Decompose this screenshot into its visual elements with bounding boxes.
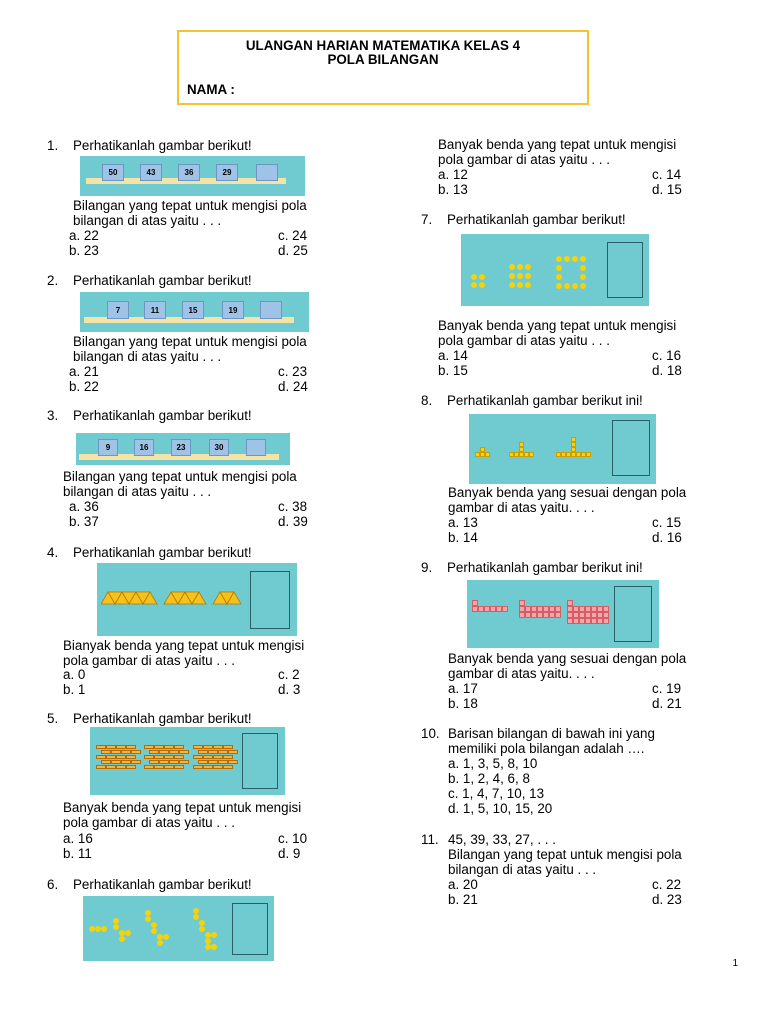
q3-option-c[interactable]: c. 38: [278, 499, 308, 514]
q9-option-c[interactable]: c. 19: [652, 681, 682, 696]
q5-option-a[interactable]: a. 16: [63, 831, 93, 846]
dot: [572, 283, 578, 289]
brick: [213, 745, 223, 749]
dot: [525, 264, 531, 270]
brick: [116, 755, 126, 759]
dot: [151, 928, 157, 934]
dot: [471, 274, 477, 280]
q3-cube: 16: [134, 439, 154, 456]
q1-cube: 36: [178, 164, 200, 181]
dot: [125, 930, 131, 936]
brick: [111, 750, 121, 754]
q2-cube: 15: [182, 301, 204, 319]
q6-figure: [83, 896, 274, 961]
brick: [96, 765, 106, 769]
q8-option-b[interactable]: b. 14: [448, 530, 478, 545]
dot: [556, 265, 562, 271]
dot: [479, 282, 485, 288]
q2-figure: [80, 292, 309, 332]
q4-number: 4.: [47, 545, 59, 560]
brick: [121, 760, 131, 764]
brick: [193, 745, 203, 749]
q4-text: pola gambar di atas yaitu . . .: [63, 653, 235, 668]
brick: [96, 755, 106, 759]
q2-prompt: Perhatikanlah gambar berikut!: [73, 273, 252, 288]
dot: [517, 273, 523, 279]
brick: [208, 750, 218, 754]
q2-option-d[interactable]: d. 24: [278, 379, 308, 394]
dot: [564, 256, 570, 262]
dot: [101, 926, 107, 932]
triangle-pattern: [101, 590, 251, 610]
brick: [169, 750, 179, 754]
brick: [174, 765, 184, 769]
q3-option-d[interactable]: d. 39: [278, 514, 308, 529]
brick: [174, 745, 184, 749]
q2-cube: 7: [107, 301, 129, 319]
brick: [126, 755, 136, 759]
q7-figure: [461, 234, 649, 306]
q5-text: pola gambar di atas yaitu . . .: [63, 815, 235, 830]
brick: [164, 755, 174, 759]
brick: [213, 765, 223, 769]
q1-text: Bilangan yang tepat untuk mengisi pola: [73, 198, 307, 213]
q8-prompt: Perhatikanlah gambar berikut ini!: [447, 393, 643, 408]
dot: [163, 934, 169, 940]
dot: [509, 282, 515, 288]
q9-option-b[interactable]: b. 18: [448, 696, 478, 711]
brick: [106, 765, 116, 769]
q3-figure: [76, 433, 290, 465]
brick: [131, 760, 141, 764]
q11-number: 11.: [421, 832, 439, 847]
q9-answer-box: [614, 586, 652, 642]
dot: [211, 944, 217, 950]
q3-empty-cube: [246, 439, 266, 456]
dot: [119, 936, 125, 942]
pink-square: [555, 612, 561, 618]
yellow-square: [480, 447, 485, 452]
brick: [144, 745, 154, 749]
q1-prompt: Perhatikanlah gambar berikut!: [73, 138, 252, 153]
name-label: NAMA :: [187, 82, 235, 97]
q11-option-a[interactable]: a. 20: [448, 877, 478, 892]
brick: [203, 745, 213, 749]
q2-cube: 11: [144, 301, 166, 319]
brick: [126, 765, 136, 769]
brick: [193, 765, 203, 769]
q5-option-d[interactable]: d. 9: [278, 846, 301, 861]
q11-text: Bilangan yang tepat untuk mengisi pola: [448, 847, 682, 862]
q1-cube: 29: [216, 164, 238, 181]
q7-option-b[interactable]: b. 15: [438, 363, 468, 378]
brick: [223, 765, 233, 769]
q4-answer-box: [250, 571, 290, 629]
q3-prompt: Perhatikanlah gambar berikut!: [73, 408, 252, 423]
q2-cube: 19: [222, 301, 244, 319]
brick: [154, 755, 164, 759]
brick: [144, 765, 154, 769]
brick: [116, 765, 126, 769]
q9-option-d[interactable]: d. 21: [652, 696, 682, 711]
q1-text: bilangan di atas yaitu . . .: [73, 213, 222, 228]
q1-cube: 43: [140, 164, 162, 181]
pink-square: [603, 618, 609, 624]
q1-number: 1.: [47, 138, 59, 153]
brick: [193, 755, 203, 759]
q1-cube: 50: [102, 164, 124, 181]
brick: [106, 745, 116, 749]
q5-prompt: Perhatikanlah gambar berikut!: [73, 711, 252, 726]
q7-number: 7.: [421, 212, 433, 227]
q1-figure: [80, 156, 305, 196]
q3-cube: 9: [98, 439, 118, 456]
q2-text: Bilangan yang tepat untuk mengisi pola: [73, 334, 307, 349]
q6-prompt: Perhatikanlah gambar berikut!: [73, 877, 252, 892]
q3-number: 3.: [47, 408, 59, 423]
brick: [154, 745, 164, 749]
q7-option-a[interactable]: a. 14: [438, 348, 468, 363]
pink-square: [502, 606, 508, 612]
q7-prompt: Perhatikanlah gambar berikut!: [447, 212, 626, 227]
q6-option-d[interactable]: d. 15: [652, 182, 682, 197]
q11-sequence: 45, 39, 33, 27, . . .: [448, 832, 556, 847]
q5-text: Banyak benda yang tepat untuk mengisi: [63, 800, 302, 815]
dot: [580, 256, 586, 262]
brick: [213, 755, 223, 759]
q10-option-b[interactable]: b. 1, 2, 4, 6, 8: [448, 771, 530, 786]
dot: [471, 282, 477, 288]
q6-text: pola gambar di atas yaitu . . .: [438, 152, 610, 167]
q4-option-a[interactable]: a. 0: [63, 667, 86, 682]
page-number: 1: [732, 958, 738, 969]
q8-number: 8.: [421, 393, 433, 408]
dot: [525, 282, 531, 288]
brick: [111, 760, 121, 764]
q8-option-c[interactable]: c. 15: [652, 515, 682, 530]
brick: [203, 765, 213, 769]
q3-option-a[interactable]: a. 36: [69, 499, 99, 514]
dot: [157, 940, 163, 946]
q4-text: Bianyak benda yang tepat untuk mengisi: [63, 638, 305, 653]
q6-option-c[interactable]: c. 14: [652, 167, 682, 182]
q10-option-a[interactable]: a. 1, 3, 5, 8, 10: [448, 756, 538, 771]
dot: [556, 274, 562, 280]
q2-option-c[interactable]: c. 23: [278, 364, 308, 379]
q4-figure: [97, 563, 297, 636]
brick: [174, 755, 184, 759]
q6-option-a[interactable]: a. 12: [438, 167, 468, 182]
q1-option-c[interactable]: c. 24: [278, 228, 308, 243]
yellow-square: [586, 452, 591, 457]
q3-cube: 23: [171, 439, 191, 456]
yellow-square: [571, 442, 576, 447]
dot: [509, 264, 515, 270]
q8-answer-box: [612, 420, 650, 476]
brick: [223, 755, 233, 759]
brick: [159, 760, 169, 764]
q7-option-c[interactable]: c. 16: [652, 348, 682, 363]
q3-option-b[interactable]: b. 37: [69, 514, 99, 529]
dot: [145, 916, 151, 922]
yellow-square: [571, 447, 576, 452]
q7-answer-box: [607, 242, 643, 298]
q10-option-d[interactable]: d. 1, 5, 10, 15, 20: [448, 801, 553, 816]
brick: [159, 750, 169, 754]
brick: [228, 760, 238, 764]
q7-text: pola gambar di atas yaitu . . .: [438, 333, 610, 348]
q11-option-b[interactable]: b. 21: [448, 892, 478, 907]
q9-option-a[interactable]: a. 17: [448, 681, 478, 696]
dot: [556, 256, 562, 262]
q9-figure: [467, 580, 659, 648]
brick: [169, 760, 179, 764]
q9-number: 9.: [421, 560, 433, 575]
q6-text: Banyak benda yang tepat untuk mengisi: [438, 137, 677, 152]
q5-answer-box: [242, 733, 278, 789]
q7-text: Banyak benda yang tepat untuk mengisi: [438, 318, 677, 333]
brick: [179, 760, 189, 764]
brick: [198, 750, 208, 754]
header-box: [177, 30, 589, 105]
brick: [154, 765, 164, 769]
page-title: ULANGAN HARIAN MATEMATIKA KELAS 4: [245, 38, 521, 53]
q1-option-a[interactable]: a. 22: [69, 228, 99, 243]
brick: [218, 750, 228, 754]
dot: [199, 926, 205, 932]
yellow-square: [519, 442, 524, 447]
brick: [106, 755, 116, 759]
brick: [198, 760, 208, 764]
q7-option-d[interactable]: d. 18: [652, 363, 682, 378]
q8-text: gambar di atas yaitu. . . .: [448, 500, 595, 515]
q9-text: Banyak benda yang sesuai dengan pola: [448, 651, 687, 666]
yellow-square: [529, 452, 534, 457]
brick: [96, 745, 106, 749]
brick: [131, 750, 141, 754]
q2-text: bilangan di atas yaitu . . .: [73, 349, 222, 364]
q6-number: 6.: [47, 877, 59, 892]
dot: [525, 273, 531, 279]
dot: [517, 282, 523, 288]
q8-option-a[interactable]: a. 13: [448, 515, 478, 530]
dot: [580, 283, 586, 289]
q11-text: bilangan di atas yaitu . . .: [448, 862, 597, 877]
brick: [126, 745, 136, 749]
q6-option-b[interactable]: b. 13: [438, 182, 468, 197]
q10-option-c[interactable]: c. 1, 4, 7, 10, 13: [448, 786, 545, 801]
dot: [211, 932, 217, 938]
brick: [179, 750, 189, 754]
brick: [164, 745, 174, 749]
q1-empty-cube: [256, 164, 278, 181]
brick: [208, 760, 218, 764]
dot: [580, 265, 586, 271]
q11-option-d[interactable]: d. 23: [652, 892, 682, 907]
dot: [193, 914, 199, 920]
q8-option-d[interactable]: d. 16: [652, 530, 682, 545]
q3-text: Bilangan yang tepat untuk mengisi pola: [63, 469, 297, 484]
dot: [564, 283, 570, 289]
dot: [517, 264, 523, 270]
brick: [149, 760, 159, 764]
yellow-square: [571, 437, 576, 442]
brick: [101, 750, 111, 754]
dot: [580, 274, 586, 280]
q10-text: memiliki pola bilangan adalah ….: [448, 741, 645, 756]
q3-text: bilangan di atas yaitu . . .: [63, 484, 212, 499]
q4-option-d[interactable]: d. 3: [278, 682, 301, 697]
dot: [556, 283, 562, 289]
q3-cube: 30: [209, 439, 229, 456]
q2-option-a[interactable]: a. 21: [69, 364, 99, 379]
q2-option-b[interactable]: b. 22: [69, 379, 99, 394]
q1-option-b[interactable]: b. 23: [69, 243, 99, 258]
brick: [144, 755, 154, 759]
q9-prompt: Perhatikanlah gambar berikut ini!: [447, 560, 643, 575]
q5-figure: [90, 727, 285, 795]
brick: [116, 745, 126, 749]
q4-prompt: Perhatikanlah gambar berikut!: [73, 545, 252, 560]
dot: [113, 924, 119, 930]
brick: [223, 745, 233, 749]
brick: [101, 760, 111, 764]
brick: [164, 765, 174, 769]
brick: [149, 750, 159, 754]
q8-text: Banyak benda yang sesuai dengan pola: [448, 485, 687, 500]
q10-text: Barisan bilangan di bawah ini yang: [448, 726, 655, 741]
q1-option-d[interactable]: d. 25: [278, 243, 308, 258]
dot: [572, 256, 578, 262]
q6-answer-box: [232, 903, 268, 955]
q9-text: gambar di atas yaitu. . . .: [448, 666, 595, 681]
q5-number: 5.: [47, 711, 59, 726]
q2-empty-cube: [260, 301, 282, 319]
yellow-square: [519, 447, 524, 452]
brick: [121, 750, 131, 754]
q8-figure: [469, 414, 656, 484]
q2-number: 2.: [47, 273, 59, 288]
brick: [203, 755, 213, 759]
brick: [228, 750, 238, 754]
yellow-square: [485, 452, 490, 457]
q11-option-c[interactable]: c. 22: [652, 877, 682, 892]
dot: [509, 273, 515, 279]
q4-option-c[interactable]: c. 2: [278, 667, 300, 682]
brick: [218, 760, 228, 764]
q10-number: 10.: [421, 726, 440, 741]
q5-option-b[interactable]: b. 11: [63, 846, 92, 861]
dot: [479, 274, 485, 280]
page-subtitle: POLA BILANGAN: [327, 52, 439, 67]
q4-option-b[interactable]: b. 1: [63, 682, 86, 697]
q5-option-c[interactable]: c. 10: [278, 831, 308, 846]
